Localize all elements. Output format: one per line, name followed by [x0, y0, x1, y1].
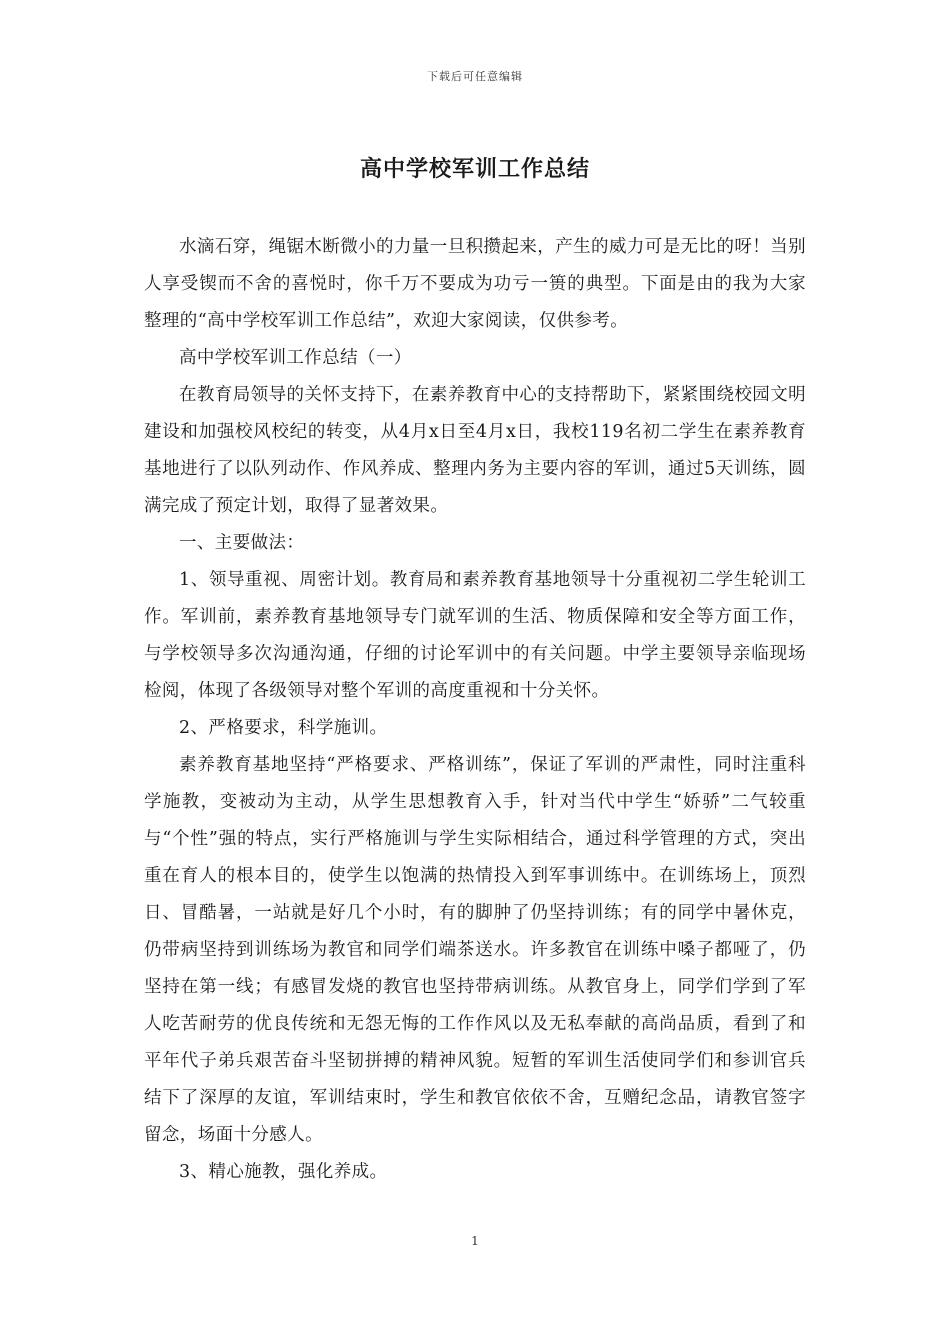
method-one-paragraph: 1、领导重视、周密计划。教育局和素养教育基地领导十分重视初二学生轮训工作。军训前，素养教育基地领导专门就军训的生活、物质保障和安全等方面工作，与学校领导多次沟通沟通，仔细的讨论军训中的有关问题。中学主要领导亲临现场检阅，体现了各级领导对整个军训的高度重视和十分关怀。: [144, 570, 806, 701]
page-header-note: 下载后可任意编辑: [427, 70, 523, 83]
document-body: [144, 229, 806, 1191]
method-three-heading: 3、精心施教，强化养成。: [179, 1162, 388, 1182]
section-heading-main-methods: 一、主要做法：: [179, 533, 305, 553]
method-two-heading: 2、严格要求，科学施训。: [179, 718, 388, 738]
method-two-paragraph: 素养教育基地坚持“严格要求、严格训练”，保证了军训的严肃性，同时注重科学施教，变被动为主动，从学生思想教育入手，针对当代中学生“娇骄”二气较重与“个性”强的特点，实行严格施训与学生实际相结合，通过科学管理的方式，突出重在育人的根本目的，使学生以饱满的热情投入到军事训练中。在训练场上，顶烈日、冒酷暑，一站就是好几个小时，有的脚肿了仍坚持训练；有的同学中暑休克，仍带病坚持到训练场为教官和同学们端茶送水。许多教官在训练中嗓子都哑了，仍坚持在第一线；有感冒发烧的教官也坚持带病训练。从教官身上，同学们学到了军人吃苦耐劳的优良传统和无怨无悔的工作作风以及无私奉献的高尚品质，看到了和平年代子弟兵艰苦奋斗坚韧拼搏的精神风貌。短暂的军训生活使同学们和参训官兵结下了深厚的友谊，军训结束时，学生和教官依依不舍，互赠纪念品，请教官签字留念，场面十分感人。: [144, 755, 806, 1145]
overview-paragraph: 在教育局领导的关怀支持下，在素养教育中心的支持帮助下，紧紧围绕校园文明建设和加强校风校纪的转变，从4月x日至4月x日，我校119名初二学生在素养教育基地进行了以队列动作、作风养成、整理内务为主要内容的军训，通过5天训练，圆满完成了预定计划，取得了显著效果。: [144, 385, 806, 516]
page-number: 1: [471, 1234, 479, 1248]
document-title: 高中学校军训工作总结: [359, 156, 590, 182]
section-heading-part-one: 高中学校军训工作总结（一）: [179, 348, 412, 368]
intro-paragraph: 水滴石穿，绳锯木断微小的力量一旦积攒起来，产生的威力可是无比的呀！当别人享受锲而不舍的喜悦时，你千万不要成为功亏一篑的典型。下面是由的我为大家整理的“高中学校军训工作总结”，欢迎大家阅读，仅供参考。: [144, 237, 806, 331]
